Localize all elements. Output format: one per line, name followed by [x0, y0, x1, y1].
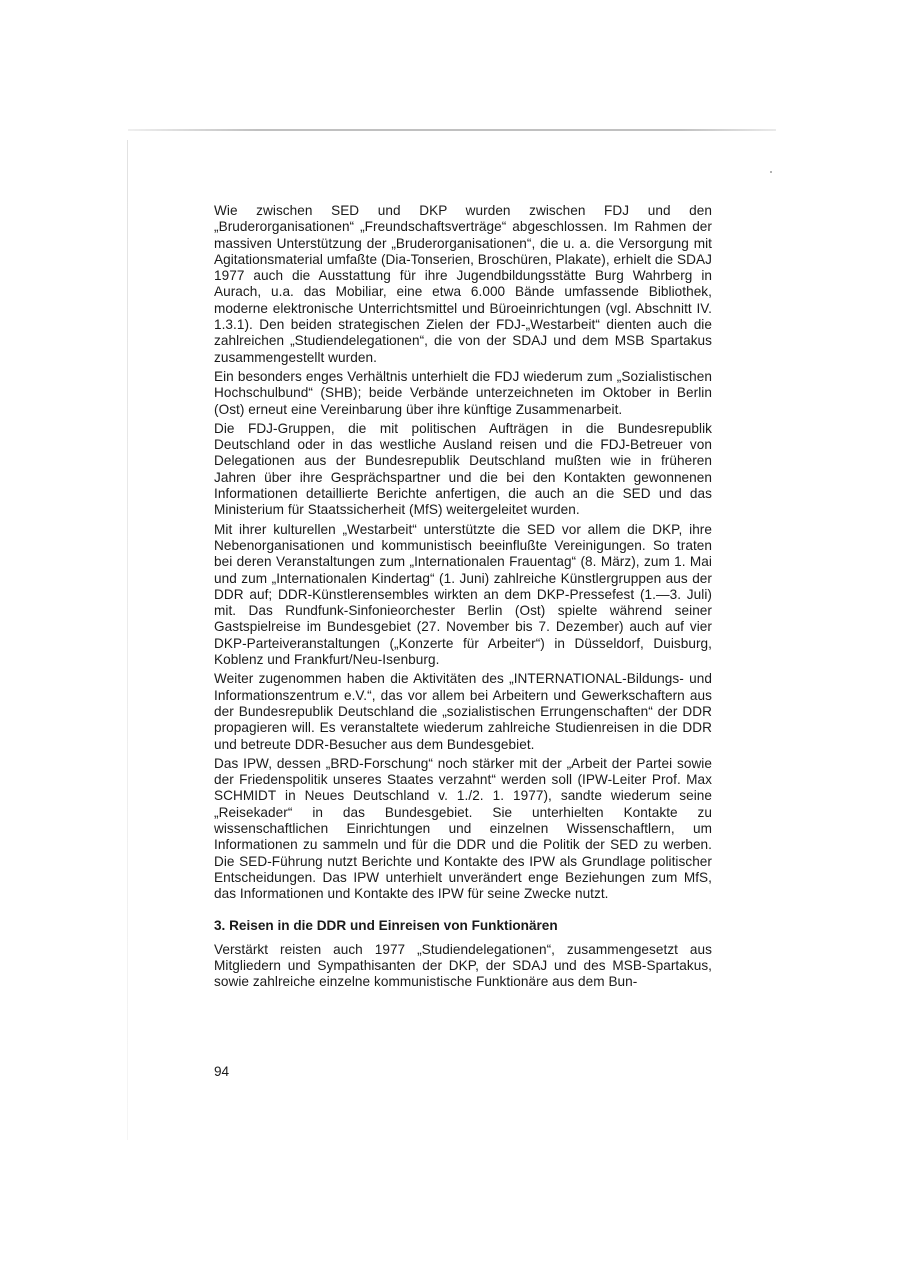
section-heading: 3. Reisen in die DDR und Einreisen von Funktionären	[214, 918, 558, 934]
scan-edge-left	[127, 140, 128, 1140]
page-number: 94	[214, 1064, 230, 1079]
scan-edge-top	[128, 129, 776, 131]
page-body	[214, 203, 712, 994]
paragraph-reisen: Verstärkt reisten auch 1977 „Studiendelegationen“, zusammengesetzt aus Mitgliedern und Sympathisanten der DKP, der SDAJ und des MSB-Spartakus, sowie zahlreiche einzelne kommunistische Funktionäre aus dem Bun-	[214, 941, 712, 990]
paragraph-ipw: Das IPW, dessen „BRD-Forschung“ noch stärker mit der „Arbeit der Partei sowie der Friedenspolitik unseres Staates verzahnt“ werden soll (IPW-Leiter Prof. Max SCHMIDT in Neues Deutschland v. 1./2. 1. 1977), sandte wiederum seine „Reisekader“ in das Bundesgebiet. Sie unterhielten Kontakte zu wissenschaftlichen Einrichtungen und einzelnen Wissenschaftlern, um Informationen zu sammeln und für die DDR und die Politik der SED zu werben. Die SED-Führung nutzt Berichte und Kontakte des IPW als Grundlage politischer Entscheidungen. Das IPW unterhielt unverändert enge Beziehungen zum MfS, das Informationen und Kontakte des IPW für seine Zwecke nutzt.	[214, 755, 712, 902]
paragraph-international-bildungszentrum: Weiter zugenommen haben die Aktivitäten des „INTERNATIONAL-Bildungs- und Informationszentrum e.V.“, das vor allem bei Arbeitern und Gewerkschaftern aus der Bundesrepublik Deutschland die „sozialistischen Errungenschaften“ der DDR propagieren will. Es veranstaltete wiederum zahlreiche Studienreisen in die DDR und betreute DDR-Besucher aus dem Bundesgebiet.	[214, 671, 712, 752]
paragraph-kulturelle-westarbeit: Mit ihrer kulturellen „Westarbeit“ unterstützte die SED vor allem die DKP, ihre Nebenorganisationen und kommunistisch beeinflußte Vereinigungen. So traten bei deren Veranstaltungen zum „Internationalen Frauentag“ (8. März), zum 1. Mai und zum „Internationalen Kindertag“ (1. Juni) zahlreiche Künstlergruppen aus der DDR auf; DDR-Künstlerensembles wirkten an dem DKP-Pressefest (1.—3. Juli) mit. Das Rundfunk-Sinfonieorchester Berlin (Ost) spielte während seiner Gastspielreise im Bundesgebiet (27. November bis 7. Dezember) auch auf vier DKP-Parteiveranstaltungen („Konzerte für Arbeiter“) in Düsseldorf, Duisburg, Koblenz und Frankfurt/Neu-Isenburg.	[214, 521, 712, 668]
paragraph-bruderorganisationen: Wie zwischen SED und DKP wurden zwischen FDJ und den „Bruderorganisationen“ „Freundschaftsverträge“ abgeschlossen. Im Rahmen der massiven Unterstützung der „Bruderorganisationen“, die u. a. die Versorgung mit Agitationsmaterial umfaßte (Dia-Tonserien, Broschüren, Plakate), erhielt die SDAJ 1977 auch die Ausstattung für ihre Jugendbildungsstätte Burg Wahrberg in Aurach, u.a. das Mobiliar, eine etwa 6.000 Bände umfassende Bibliothek, moderne elektronische Unterrichtsmittel und Büroeinrichtungen (vgl. Abschnitt IV. 1.3.1). Den beiden strategischen Zielen der FDJ-„Westarbeit“ dienten auch die zahlreichen „Studiendelegationen“, die von der SDAJ und dem MSB Spartakus zusammengestellt wurden.	[214, 203, 712, 365]
paragraph-shb: Ein besonders enges Verhältnis unterhielt die FDJ wiederum zum „Sozialistischen Hochschulbund“ (SHB); beide Verbände unterzeichneten im Oktober in Berlin (Ost) erneut eine Vereinbarung über ihre künftige Zusammenarbeit.	[214, 368, 712, 417]
scan-speck	[770, 171, 772, 173]
paragraph-fdj-gruppen: Die FDJ-Gruppen, die mit politischen Aufträgen in die Bundesrepublik Deutschland oder in das westliche Ausland reisen und die FDJ-Betreuer von Delegationen aus der Bundesrepublik Deutschland mußten wie in früheren Jahren über ihre Gesprächspartner und die bei den Kontakten gewonnenen Informationen detaillierte Berichte anfertigen, die auch an die SED und das Ministerium für Staatssicherheit (MfS) weitergeleitet wurden.	[214, 420, 712, 518]
